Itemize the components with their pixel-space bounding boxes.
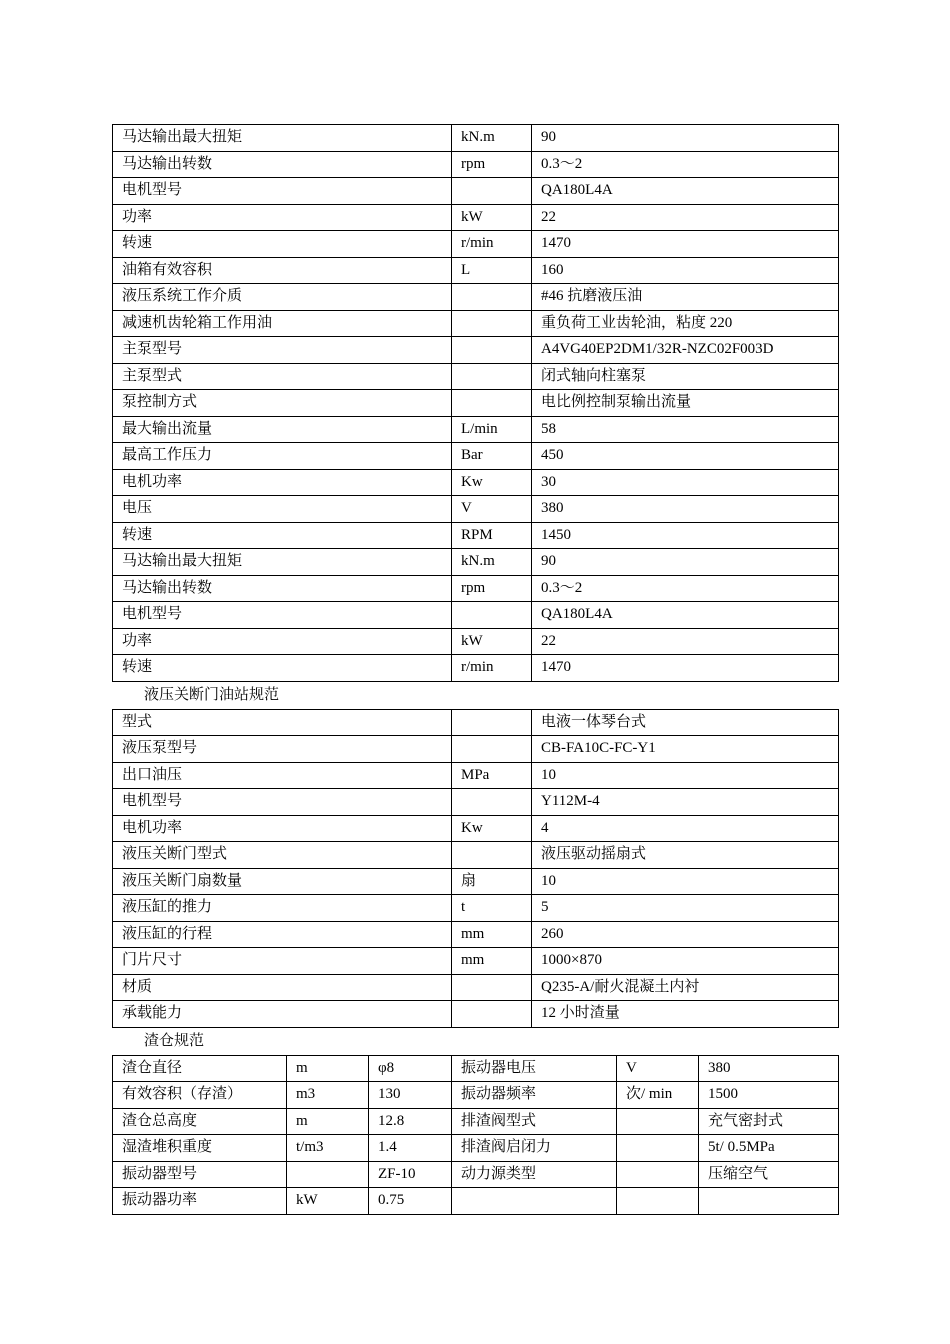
table-cell: kN.m (452, 125, 532, 152)
table-row (113, 1135, 839, 1162)
table-row (113, 842, 839, 869)
table-cell: 液压缸的行程 (113, 921, 452, 948)
table-cell: ZF-10 (369, 1161, 452, 1188)
table-cell: rpm (452, 151, 532, 178)
table-row (113, 363, 839, 390)
table-cell: RPM (452, 522, 532, 549)
table-cell: 电机型号 (113, 789, 452, 816)
table-cell: 马达输出转数 (113, 151, 452, 178)
spec-table-drive-body (113, 125, 839, 682)
table-cell: V (452, 496, 532, 523)
table-cell: 转速 (113, 231, 452, 258)
table-cell: 电液一体琴台式 (532, 709, 839, 736)
table-cell: V (617, 1055, 699, 1082)
table-cell: 油箱有效容积 (113, 257, 452, 284)
table-cell (452, 709, 532, 736)
section-title-slag-silo: 渣仓规范 (144, 1032, 205, 1049)
table-cell (452, 842, 532, 869)
table-cell: 振动器型号 (113, 1161, 287, 1188)
table-cell: 重负荷工业齿轮油，粘度 220 (532, 310, 839, 337)
table-cell (452, 337, 532, 364)
spec-table-slag-silo-body (113, 1055, 839, 1214)
table-row (113, 257, 839, 284)
table-cell: 22 (532, 628, 839, 655)
table-row (113, 1001, 839, 1028)
table-row (113, 789, 839, 816)
table-cell: Y112M-4 (532, 789, 839, 816)
table-cell: 90 (532, 125, 839, 152)
table-row (113, 736, 839, 763)
table-cell: 排渣阀型式 (452, 1108, 617, 1135)
table-cell: 30 (532, 469, 839, 496)
table-cell: 1.4 (369, 1135, 452, 1162)
table-cell: m3 (287, 1082, 369, 1109)
table-row (113, 974, 839, 1001)
table-cell: kW (452, 628, 532, 655)
table-cell: 1470 (532, 231, 839, 258)
table-cell: 动力源类型 (452, 1161, 617, 1188)
table-cell: 振动器频率 (452, 1082, 617, 1109)
table-cell: #46 抗磨液压油 (532, 284, 839, 311)
table-cell: 液压关断门扇数量 (113, 868, 452, 895)
table-cell: 电比例控制泵输出流量 (532, 390, 839, 417)
table-row (113, 895, 839, 922)
table-row (113, 310, 839, 337)
table-cell: r/min (452, 231, 532, 258)
table-cell: QA180L4A (532, 178, 839, 205)
table-cell: 0.75 (369, 1188, 452, 1215)
table-row (113, 655, 839, 682)
table-row (113, 125, 839, 152)
table-cell: 主泵型式 (113, 363, 452, 390)
table-cell (617, 1135, 699, 1162)
table-row (113, 151, 839, 178)
table-cell: 液压泵型号 (113, 736, 452, 763)
table-cell (452, 390, 532, 417)
table-cell: 液压缸的推力 (113, 895, 452, 922)
table-cell: 10 (532, 762, 839, 789)
table-row (113, 496, 839, 523)
table-cell: 5 (532, 895, 839, 922)
table-cell: kW (287, 1188, 369, 1215)
spec-table-hydraulic-gate (112, 709, 839, 1028)
table-cell: 液压系统工作介质 (113, 284, 452, 311)
table-row (113, 868, 839, 895)
table-cell: 马达输出转数 (113, 575, 452, 602)
table-cell: 振动器功率 (113, 1188, 287, 1215)
table-cell: 电机型号 (113, 178, 452, 205)
table-cell: 主泵型号 (113, 337, 452, 364)
document-page (112, 124, 838, 1215)
table-cell: 90 (532, 549, 839, 576)
spec-table-hydraulic-gate-body (113, 709, 839, 1027)
table-cell (452, 178, 532, 205)
table-row (113, 390, 839, 417)
table-cell: 振动器电压 (452, 1055, 617, 1082)
table-cell: 材质 (113, 974, 452, 1001)
table-cell (699, 1188, 839, 1215)
table-cell: 功率 (113, 204, 452, 231)
table-cell: 泵控制方式 (113, 390, 452, 417)
table-cell: 功率 (113, 628, 452, 655)
table-cell: 湿渣堆积重度 (113, 1135, 287, 1162)
table-cell (452, 363, 532, 390)
table-cell: Q235-A/耐火混凝土内衬 (532, 974, 839, 1001)
table-row (113, 1188, 839, 1215)
table-row (113, 815, 839, 842)
table-cell: mm (452, 921, 532, 948)
table-row (113, 443, 839, 470)
table-cell: 10 (532, 868, 839, 895)
table-cell: m (287, 1055, 369, 1082)
table-row (113, 1108, 839, 1135)
table-cell: 0.3～2 (532, 575, 839, 602)
table-cell: 压缩空气 (699, 1161, 839, 1188)
spec-table-slag-silo (112, 1055, 839, 1215)
table-cell (287, 1161, 369, 1188)
table-cell: 12.8 (369, 1108, 452, 1135)
table-cell: 转速 (113, 522, 452, 549)
table-cell: 0.3～2 (532, 151, 839, 178)
table-cell: φ8 (369, 1055, 452, 1082)
table-cell: 出口油压 (113, 762, 452, 789)
table-cell: 液压关断门型式 (113, 842, 452, 869)
table-cell: 充气密封式 (699, 1108, 839, 1135)
table-cell: 液压驱动摇扇式 (532, 842, 839, 869)
table-cell: Kw (452, 815, 532, 842)
table-cell (617, 1161, 699, 1188)
table-row (113, 1082, 839, 1109)
table-cell: 4 (532, 815, 839, 842)
table-row (113, 231, 839, 258)
table-cell (452, 789, 532, 816)
table-cell (617, 1188, 699, 1215)
table-row (113, 284, 839, 311)
table-cell: 扇 (452, 868, 532, 895)
table-cell (617, 1108, 699, 1135)
table-row (113, 628, 839, 655)
table-row (113, 948, 839, 975)
table-row (113, 1161, 839, 1188)
table-cell: 130 (369, 1082, 452, 1109)
table-cell: 型式 (113, 709, 452, 736)
table-cell: t/m3 (287, 1135, 369, 1162)
table-row (113, 337, 839, 364)
table-cell: 450 (532, 443, 839, 470)
table-cell: 22 (532, 204, 839, 231)
table-cell: QA180L4A (532, 602, 839, 629)
table-cell: m (287, 1108, 369, 1135)
table-cell: kN.m (452, 549, 532, 576)
table-cell: MPa (452, 762, 532, 789)
table-cell: 58 (532, 416, 839, 443)
section-title-hydraulic-gate: 液压关断门油站规范 (144, 686, 280, 703)
table-row (113, 921, 839, 948)
table-cell (452, 974, 532, 1001)
table-cell: rpm (452, 575, 532, 602)
table-cell: 380 (532, 496, 839, 523)
table-cell: 1450 (532, 522, 839, 549)
table-row (113, 416, 839, 443)
table-cell: 5t/ 0.5MPa (699, 1135, 839, 1162)
table-cell: 电压 (113, 496, 452, 523)
table-cell: Bar (452, 443, 532, 470)
table-cell: 渣仓直径 (113, 1055, 287, 1082)
table-row (113, 602, 839, 629)
table-cell: 转速 (113, 655, 452, 682)
table-cell (452, 736, 532, 763)
table-cell: A4VG40EP2DM1/32R-NZC02F003D (532, 337, 839, 364)
table-cell: 马达输出最大扭矩 (113, 125, 452, 152)
table-cell: 12 小时渣量 (532, 1001, 839, 1028)
table-row (113, 522, 839, 549)
table-cell: 电机型号 (113, 602, 452, 629)
table-cell: mm (452, 948, 532, 975)
table-cell: t (452, 895, 532, 922)
table-cell: L (452, 257, 532, 284)
table-row (113, 204, 839, 231)
table-cell: L/min (452, 416, 532, 443)
spec-table-drive (112, 124, 839, 682)
table-cell: 电机功率 (113, 469, 452, 496)
table-cell: CB-FA10C-FC-Y1 (532, 736, 839, 763)
table-cell: 1500 (699, 1082, 839, 1109)
table-cell: 1470 (532, 655, 839, 682)
table-cell: 减速机齿轮箱工作用油 (113, 310, 452, 337)
table-cell (452, 284, 532, 311)
table-row (113, 469, 839, 496)
table-cell (452, 1001, 532, 1028)
table-cell: 电机功率 (113, 815, 452, 842)
table-row (113, 549, 839, 576)
table-cell (452, 602, 532, 629)
table-cell: 最高工作压力 (113, 443, 452, 470)
table-cell: 有效容积（存渣） (113, 1082, 287, 1109)
table-cell: 渣仓总高度 (113, 1108, 287, 1135)
table-row (113, 575, 839, 602)
table-cell: 次/ min (617, 1082, 699, 1109)
table-cell: r/min (452, 655, 532, 682)
table-row (113, 762, 839, 789)
table-cell: 马达输出最大扭矩 (113, 549, 452, 576)
table-cell: 门片尺寸 (113, 948, 452, 975)
table-cell: 闭式轴向柱塞泵 (532, 363, 839, 390)
table-cell (452, 310, 532, 337)
table-cell: 排渣阀启闭力 (452, 1135, 617, 1162)
table-cell: 最大输出流量 (113, 416, 452, 443)
table-row (113, 178, 839, 205)
table-cell: 1000×870 (532, 948, 839, 975)
table-row (113, 709, 839, 736)
table-cell (452, 1188, 617, 1215)
table-row (113, 1055, 839, 1082)
table-cell: 承载能力 (113, 1001, 452, 1028)
table-cell: 260 (532, 921, 839, 948)
table-cell: 160 (532, 257, 839, 284)
table-cell: Kw (452, 469, 532, 496)
table-cell: kW (452, 204, 532, 231)
table-cell: 380 (699, 1055, 839, 1082)
